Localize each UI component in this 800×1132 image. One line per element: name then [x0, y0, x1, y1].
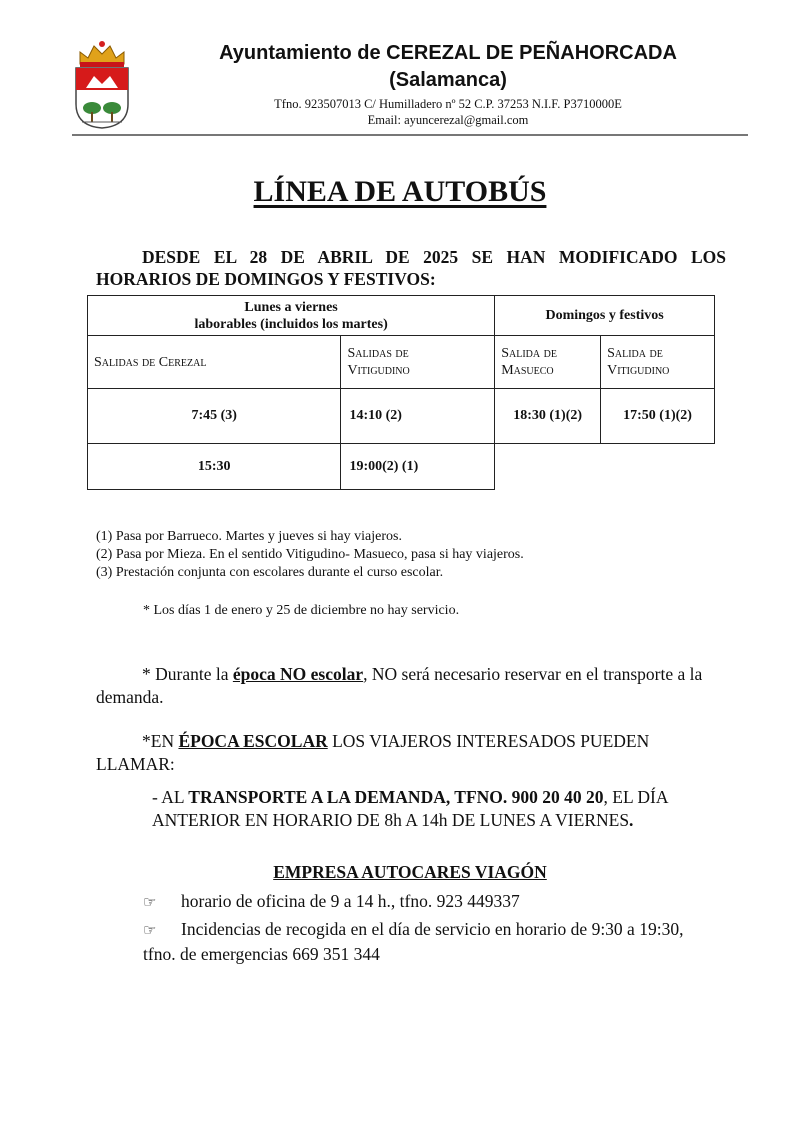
table-cell: 17:50 (1)(2): [601, 389, 715, 444]
footnotes: [96, 528, 524, 582]
group-weekend: Domingos y festivos: [495, 296, 715, 336]
demand-transport-paragraph: - AL TRANSPORTE A LA DEMANDA, TFNO. 900 20 40 20, EL DÍA ANTERIOR EN HORARIO DE 8h A 14h DE LUNES A VIERNES.: [152, 787, 668, 830]
no-service-note: * Los días 1 de enero y 25 de diciembre no hay servicio.: [143, 603, 460, 618]
non-school-paragraph: * Durante la época NO escolar, NO será necesario reservar en el transporte a la demanda.: [96, 664, 703, 707]
email-line: Email: ayuncerezal@gmail.com: [367, 113, 529, 127]
table-row: [88, 444, 715, 490]
table-cell: 18:30 (1)(2): [495, 389, 601, 444]
col-header-vitigudino: Salidas de Vitigudino: [341, 336, 495, 389]
table-cell: 19:00(2) (1): [341, 444, 495, 490]
table-row: [88, 389, 715, 444]
pointing-hand-icon: ☞: [143, 923, 157, 939]
page-title: LÍNEA DE AUTOBÚS: [253, 175, 547, 208]
schedule-change-notice: DESDE EL 28 DE ABRIL DE 2025 SE HAN MODIFICADO LOS HORARIOS DE DOMINGOS Y FESTIVOS:: [96, 247, 726, 289]
municipality-name: Ayuntamiento de CEREZAL DE PEÑAHORCADA: [219, 42, 677, 64]
coat-of-arms-icon: [72, 38, 132, 130]
company-heading: EMPRESA AUTOCARES VIAGÓN: [273, 862, 547, 882]
letterhead: [72, 36, 748, 136]
footnote-2: (2) Pasa por Mieza. En el sentido Vitigudino- Masueco, pasa si hay viajeros.: [96, 547, 524, 562]
group-weekdays: Lunes a viernes laborables (incluidos los martes): [88, 296, 495, 336]
bus-schedule-table: [87, 295, 715, 490]
col-header-cerezal: Salidas de Cerezal: [88, 336, 341, 389]
list-item: ☞ Incidencias de recogida en el día de servicio en horario de 9:30 a 19:30, tfno. de emergencias 669 351 344: [143, 919, 684, 964]
table-cell: 14:10 (2): [341, 389, 495, 444]
list-item: ☞ horario de oficina de 9 a 14 h., tfno. 923 449337: [143, 890, 703, 915]
col-header-vitigudino-weekend: Salida de Vitigudino: [601, 336, 715, 389]
table-cell: 7:45 (3): [88, 389, 341, 444]
province-name: (Salamanca): [389, 69, 507, 91]
contact-line: Tfno. 923507013 C/ Humilladero nº 52 C.P. 37253 N.I.F. P3710000E: [274, 97, 622, 111]
footnote-3: (3) Prestación conjunta con escolares durante el curso escolar.: [96, 565, 444, 580]
pointing-hand-icon: ☞: [143, 895, 157, 911]
table-cell: 15:30: [88, 444, 341, 490]
school-paragraph: *EN ÉPOCA ESCOLAR LOS VIAJEROS INTERESADOS PUEDEN LLAMAR:: [96, 731, 650, 774]
footnote-1: (1) Pasa por Barrueco. Martes y jueves si hay viajeros.: [96, 529, 402, 544]
col-header-masueco: Salida de Masueco: [495, 336, 601, 389]
